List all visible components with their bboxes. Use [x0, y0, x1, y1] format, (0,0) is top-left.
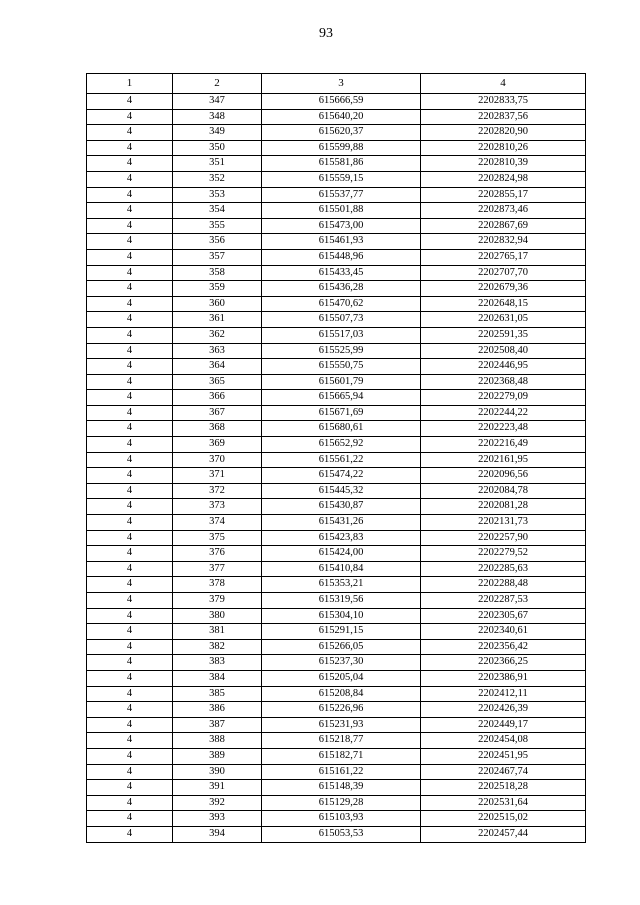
table-cell: 382: [173, 639, 262, 655]
table-cell: 615665,94: [262, 390, 421, 406]
table-cell: 2202356,42: [421, 639, 586, 655]
table-cell: 4: [87, 483, 173, 499]
table-row: [87, 764, 586, 780]
table-cell: 2202368,48: [421, 374, 586, 390]
table-cell: 390: [173, 764, 262, 780]
table-cell: 2202161,95: [421, 452, 586, 468]
table-cell: 2202386,91: [421, 670, 586, 686]
table-cell: 2202096,56: [421, 468, 586, 484]
table-cell: 365: [173, 374, 262, 390]
column-header: 4: [421, 74, 586, 94]
table-cell: 615436,28: [262, 281, 421, 297]
table-cell: 615410,84: [262, 561, 421, 577]
table-cell: 615507,73: [262, 312, 421, 328]
table-cell: 4: [87, 546, 173, 562]
table-cell: 387: [173, 717, 262, 733]
table-cell: 4: [87, 561, 173, 577]
table-cell: 2202591,35: [421, 327, 586, 343]
table-cell: 615430,87: [262, 499, 421, 515]
table-row: [87, 608, 586, 624]
table-cell: 2202518,28: [421, 780, 586, 796]
table-row: [87, 234, 586, 250]
table-row: [87, 826, 586, 842]
table-row: [87, 748, 586, 764]
table-row: [87, 483, 586, 499]
table-cell: 372: [173, 483, 262, 499]
table-cell: 615517,03: [262, 327, 421, 343]
table-cell: 2202216,49: [421, 437, 586, 453]
table-cell: 2202340,61: [421, 624, 586, 640]
table-cell: 615353,21: [262, 577, 421, 593]
table-row: [87, 655, 586, 671]
table-row: [87, 624, 586, 640]
table-cell: 385: [173, 686, 262, 702]
table-cell: 391: [173, 780, 262, 796]
column-header: 2: [173, 74, 262, 94]
table-cell: 615671,69: [262, 405, 421, 421]
table-cell: 384: [173, 670, 262, 686]
column-header: 3: [262, 74, 421, 94]
table-cell: 615601,79: [262, 374, 421, 390]
table-cell: 4: [87, 593, 173, 609]
table-cell: 2202279,09: [421, 390, 586, 406]
table-cell: 351: [173, 156, 262, 172]
table-cell: 4: [87, 452, 173, 468]
table-cell: 615053,53: [262, 826, 421, 842]
table-cell: 2202081,28: [421, 499, 586, 515]
table-cell: 4: [87, 795, 173, 811]
table-cell: 4: [87, 717, 173, 733]
table-cell: 4: [87, 94, 173, 110]
table-cell: 2202867,69: [421, 218, 586, 234]
table-cell: 350: [173, 140, 262, 156]
table-cell: 2202508,40: [421, 343, 586, 359]
table-cell: 4: [87, 577, 173, 593]
table-cell: 2202810,39: [421, 156, 586, 172]
coordinates-table: [86, 73, 586, 843]
table-cell: 2202873,46: [421, 203, 586, 219]
table-cell: 2202679,36: [421, 281, 586, 297]
table-cell: 615620,37: [262, 125, 421, 141]
table-cell: 2202531,64: [421, 795, 586, 811]
table-row: [87, 327, 586, 343]
table-row: [87, 795, 586, 811]
table-cell: 615103,93: [262, 811, 421, 827]
table-cell: 4: [87, 780, 173, 796]
table-cell: 2202765,17: [421, 249, 586, 265]
table-cell: 2202287,53: [421, 593, 586, 609]
table-row: [87, 296, 586, 312]
table-row: [87, 343, 586, 359]
table-row: [87, 530, 586, 546]
table-cell: 4: [87, 203, 173, 219]
table-cell: 394: [173, 826, 262, 842]
table-cell: 2202451,95: [421, 748, 586, 764]
table-row: [87, 265, 586, 281]
table-cell: 352: [173, 171, 262, 187]
table-cell: 615445,32: [262, 483, 421, 499]
table-cell: 388: [173, 733, 262, 749]
table-cell: 615226,96: [262, 702, 421, 718]
table-cell: 2202279,52: [421, 546, 586, 562]
table-cell: 4: [87, 249, 173, 265]
table-cell: 355: [173, 218, 262, 234]
table-cell: 2202833,75: [421, 94, 586, 110]
table-row: [87, 125, 586, 141]
table-cell: 615148,39: [262, 780, 421, 796]
table-cell: 4: [87, 359, 173, 375]
table-cell: 2202131,73: [421, 515, 586, 531]
table-cell: 4: [87, 811, 173, 827]
table-row: [87, 359, 586, 375]
table-cell: 615231,93: [262, 717, 421, 733]
table-cell: 348: [173, 109, 262, 125]
table-cell: 4: [87, 702, 173, 718]
table-cell: 379: [173, 593, 262, 609]
table-cell: 615291,15: [262, 624, 421, 640]
table-cell: 615182,71: [262, 748, 421, 764]
table-cell: 353: [173, 187, 262, 203]
table-cell: 615319,56: [262, 593, 421, 609]
table-row: [87, 593, 586, 609]
table-cell: 4: [87, 608, 173, 624]
table-cell: 615581,86: [262, 156, 421, 172]
table-cell: 615129,28: [262, 795, 421, 811]
table-cell: 2202244,22: [421, 405, 586, 421]
table-cell: 377: [173, 561, 262, 577]
table-cell: 2202648,15: [421, 296, 586, 312]
column-header: 1: [87, 74, 173, 94]
table-cell: 362: [173, 327, 262, 343]
table-cell: 369: [173, 437, 262, 453]
table-body: [87, 94, 586, 843]
table-cell: 615205,04: [262, 670, 421, 686]
table-cell: 360: [173, 296, 262, 312]
table-cell: 2202457,44: [421, 826, 586, 842]
table-cell: 615431,26: [262, 515, 421, 531]
table-cell: 2202810,26: [421, 140, 586, 156]
table-cell: 615161,22: [262, 764, 421, 780]
table-row: [87, 374, 586, 390]
table-cell: 2202454,08: [421, 733, 586, 749]
table-row: [87, 187, 586, 203]
table-cell: 615433,45: [262, 265, 421, 281]
table-row: [87, 140, 586, 156]
table-cell: 4: [87, 327, 173, 343]
table-cell: 373: [173, 499, 262, 515]
table-cell: 4: [87, 171, 173, 187]
table-cell: 615237,30: [262, 655, 421, 671]
table-cell: 383: [173, 655, 262, 671]
table-row: [87, 577, 586, 593]
table-row: [87, 249, 586, 265]
table-cell: 4: [87, 296, 173, 312]
table-cell: 4: [87, 670, 173, 686]
table-row: [87, 733, 586, 749]
table-row: [87, 811, 586, 827]
table-cell: 615525,99: [262, 343, 421, 359]
table-cell: 4: [87, 639, 173, 655]
table-row: [87, 405, 586, 421]
table-row: [87, 156, 586, 172]
table-cell: 2202288,48: [421, 577, 586, 593]
table-cell: 371: [173, 468, 262, 484]
table-cell: 4: [87, 156, 173, 172]
table-cell: 2202257,90: [421, 530, 586, 546]
table-cell: 2202305,67: [421, 608, 586, 624]
table-row: [87, 468, 586, 484]
table-cell: 615266,05: [262, 639, 421, 655]
table-cell: 2202223,48: [421, 421, 586, 437]
table-cell: 2202820,90: [421, 125, 586, 141]
table-cell: 380: [173, 608, 262, 624]
table-row: [87, 515, 586, 531]
table-cell: 2202515,02: [421, 811, 586, 827]
table-row: [87, 561, 586, 577]
table-cell: 392: [173, 795, 262, 811]
table-cell: 4: [87, 437, 173, 453]
table-row: [87, 203, 586, 219]
table-cell: 2202446,95: [421, 359, 586, 375]
table-row: [87, 218, 586, 234]
table-cell: 4: [87, 530, 173, 546]
table-cell: 4: [87, 421, 173, 437]
table-cell: 4: [87, 499, 173, 515]
table-cell: 615559,15: [262, 171, 421, 187]
table-row: [87, 452, 586, 468]
table-cell: 2202467,74: [421, 764, 586, 780]
table-cell: 615652,92: [262, 437, 421, 453]
table-cell: 386: [173, 702, 262, 718]
table-cell: 615640,20: [262, 109, 421, 125]
table-cell: 393: [173, 811, 262, 827]
table-cell: 2202285,63: [421, 561, 586, 577]
table-cell: 359: [173, 281, 262, 297]
table-cell: 347: [173, 94, 262, 110]
table-cell: 4: [87, 125, 173, 141]
table-row: [87, 94, 586, 110]
table-cell: 4: [87, 624, 173, 640]
table-cell: 4: [87, 218, 173, 234]
table-cell: 4: [87, 655, 173, 671]
table-cell: 368: [173, 421, 262, 437]
table-cell: 2202824,98: [421, 171, 586, 187]
table-cell: 374: [173, 515, 262, 531]
table-cell: 615423,83: [262, 530, 421, 546]
table-cell: 2202412,11: [421, 686, 586, 702]
table-cell: 2202631,05: [421, 312, 586, 328]
table-cell: 4: [87, 733, 173, 749]
table-cell: 4: [87, 374, 173, 390]
table-cell: 615470,62: [262, 296, 421, 312]
table-cell: 389: [173, 748, 262, 764]
table-cell: 2202449,17: [421, 717, 586, 733]
table-cell: 4: [87, 281, 173, 297]
table-cell: 358: [173, 265, 262, 281]
table-cell: 615304,10: [262, 608, 421, 624]
table-cell: 4: [87, 515, 173, 531]
table-cell: 4: [87, 764, 173, 780]
table-cell: 378: [173, 577, 262, 593]
table-cell: 349: [173, 125, 262, 141]
table-cell: 615474,22: [262, 468, 421, 484]
table-cell: 357: [173, 249, 262, 265]
table-cell: 364: [173, 359, 262, 375]
table-cell: 4: [87, 265, 173, 281]
table-row: [87, 499, 586, 515]
table-cell: 4: [87, 748, 173, 764]
table-row: [87, 437, 586, 453]
table-cell: 615561,22: [262, 452, 421, 468]
table-row: [87, 702, 586, 718]
table-row: [87, 717, 586, 733]
table-row: [87, 312, 586, 328]
table-cell: 615666,59: [262, 94, 421, 110]
table-cell: 370: [173, 452, 262, 468]
table-row: [87, 686, 586, 702]
table-header-row: [87, 74, 586, 94]
table-cell: 4: [87, 343, 173, 359]
table-cell: 2202366,25: [421, 655, 586, 671]
table-row: [87, 109, 586, 125]
table-cell: 615448,96: [262, 249, 421, 265]
table-row: [87, 281, 586, 297]
table-cell: 615550,75: [262, 359, 421, 375]
table-cell: 366: [173, 390, 262, 406]
table-cell: 2202832,94: [421, 234, 586, 250]
table-cell: 367: [173, 405, 262, 421]
table-cell: 615680,61: [262, 421, 421, 437]
table-row: [87, 780, 586, 796]
table-row: [87, 670, 586, 686]
table-cell: 615461,93: [262, 234, 421, 250]
table-cell: 363: [173, 343, 262, 359]
table-cell: 4: [87, 405, 173, 421]
table-cell: 381: [173, 624, 262, 640]
table-cell: 615208,84: [262, 686, 421, 702]
table-row: [87, 639, 586, 655]
table-cell: 615424,00: [262, 546, 421, 562]
page-number: 93: [319, 26, 333, 41]
table-row: [87, 421, 586, 437]
table-cell: 2202855,17: [421, 187, 586, 203]
table-cell: 4: [87, 312, 173, 328]
table-cell: 615537,77: [262, 187, 421, 203]
table-cell: 375: [173, 530, 262, 546]
table-cell: 4: [87, 140, 173, 156]
table-cell: 4: [87, 109, 173, 125]
table-cell: 4: [87, 187, 173, 203]
table-cell: 361: [173, 312, 262, 328]
table-cell: 4: [87, 234, 173, 250]
table-cell: 615599,88: [262, 140, 421, 156]
table-row: [87, 171, 586, 187]
table-cell: 356: [173, 234, 262, 250]
table-cell: 615473,00: [262, 218, 421, 234]
table-cell: 4: [87, 826, 173, 842]
table-cell: 2202837,56: [421, 109, 586, 125]
table-cell: 615501,88: [262, 203, 421, 219]
table-cell: 2202084,78: [421, 483, 586, 499]
table-cell: 4: [87, 390, 173, 406]
table-cell: 4: [87, 686, 173, 702]
table-cell: 4: [87, 468, 173, 484]
table-cell: 2202707,70: [421, 265, 586, 281]
table-row: [87, 546, 586, 562]
table-cell: 2202426,39: [421, 702, 586, 718]
table-cell: 376: [173, 546, 262, 562]
table-row: [87, 390, 586, 406]
table-cell: 615218,77: [262, 733, 421, 749]
table-cell: 354: [173, 203, 262, 219]
